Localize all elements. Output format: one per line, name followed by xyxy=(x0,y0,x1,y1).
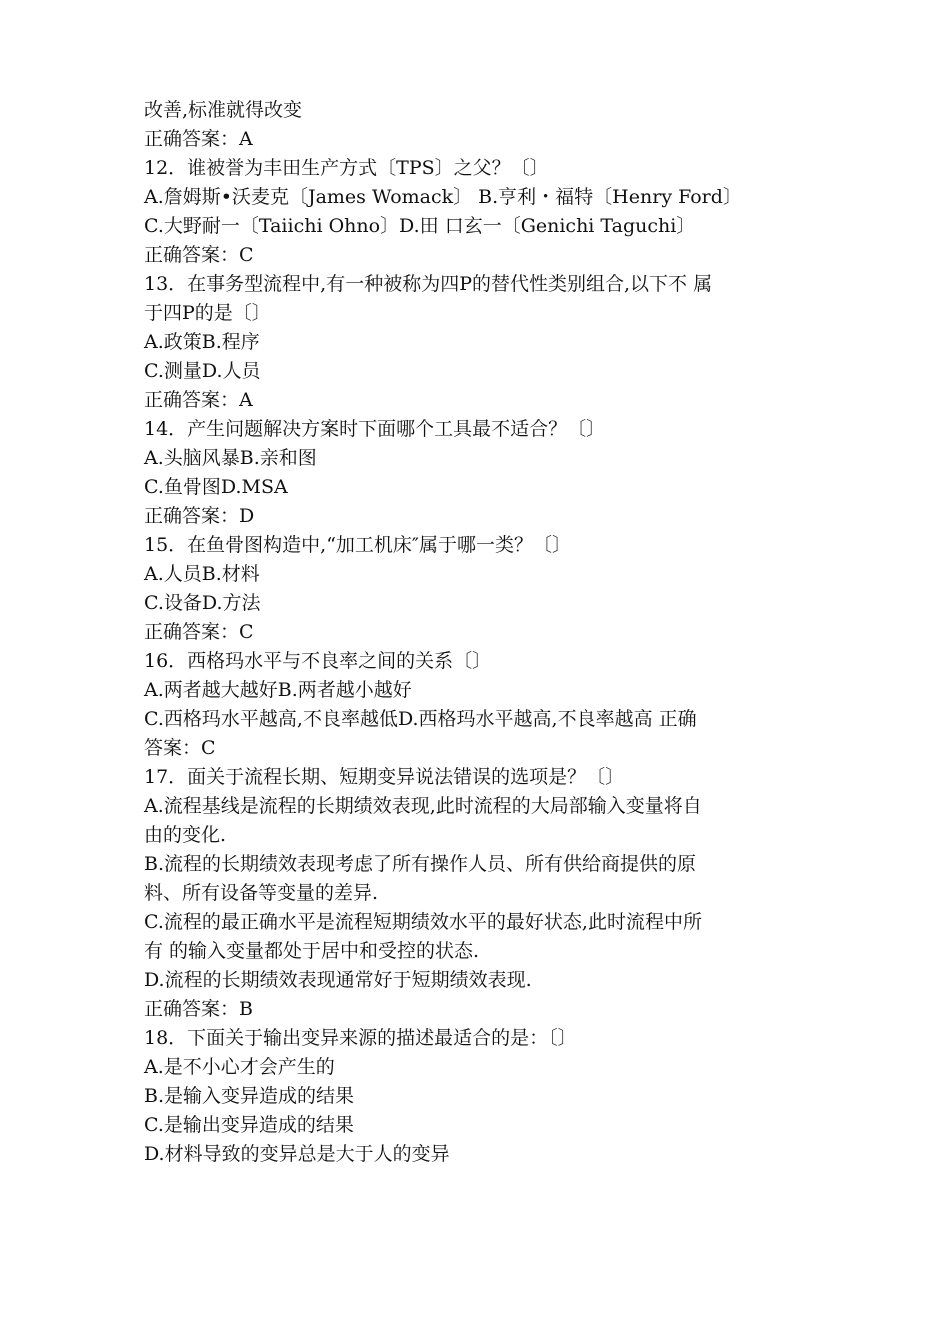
question-14-options-ab: A.头脑风暴B.亲和图 xyxy=(144,447,317,469)
answer-line: 正确答案：C xyxy=(144,621,254,643)
question-12-options-ab: A.詹姆斯•沃麦克〔James Womack〕 B.亨利・福特〔Henry Ford〕 xyxy=(144,186,742,208)
question-15-options-ab: A.人员B.材料 xyxy=(144,563,260,585)
question-12-options-cd: C.大野耐一〔Taiichi Ohno〕D.田 口玄一〔Genichi Taguchi〕 xyxy=(144,215,696,237)
question-16: 16．西格玛水平与不良率之间的关系〔〕 xyxy=(144,650,492,672)
question-18-option-c: C.是输出变异造成的结果 xyxy=(144,1114,354,1136)
question-13: 13．在事务型流程中,有一种被称为四P的替代性类别组合,以下不 属 xyxy=(144,273,713,295)
question-13-options-ab: A.政策B.程序 xyxy=(144,331,260,353)
question-17-option-b: B.流程的长期绩效表现考虑了所有操作人员、所有供给商提供的原 xyxy=(144,853,697,875)
question-16-options-ab: A.两者越大越好B.两者越小越好 xyxy=(144,679,412,701)
question-13-cont: 于四P的是〔〕 xyxy=(144,302,271,324)
question-17-option-c: C.流程的最正确水平是流程短期绩效水平的最好状态,此时流程中所 xyxy=(144,911,702,933)
question-14: 14．产生问题解决方案时下面哪个工具最不适合？〔〕 xyxy=(144,418,606,440)
text-line: 改善,标准就得改变 xyxy=(144,99,303,121)
question-18-option-b: B.是输入变异造成的结果 xyxy=(144,1085,355,1107)
question-17-option-a-cont: 由的变化. xyxy=(144,824,227,846)
answer-line: 答案：C xyxy=(144,737,216,759)
question-12: 12．谁被誉为丰田生产方式〔TPS〕之父？〔〕 xyxy=(144,157,549,179)
question-13-options-cd: C.测量D.人员 xyxy=(144,360,261,382)
question-17: 17．面关于流程长期、短期变异说法错误的选项是？〔〕 xyxy=(144,766,625,788)
answer-line: 正确答案：C xyxy=(144,244,254,266)
question-18-option-d: D.材料导致的变异总是大于人的变异 xyxy=(144,1143,450,1165)
document-page xyxy=(144,96,824,1169)
question-18-option-a: A.是不小心才会产生的 xyxy=(144,1056,335,1078)
question-17-option-c-cont: 有 的输入变量都处于居中和受控的状态. xyxy=(144,940,480,962)
question-14-options-cd: C.鱼骨图D.MSA xyxy=(144,476,288,498)
answer-line: 正确答案：A xyxy=(144,128,253,150)
question-15: 15．在鱼骨图构造中,“加工机床″属于哪一类？〔〕 xyxy=(144,534,572,556)
question-15-options-cd: C.设备D.方法 xyxy=(144,592,261,614)
question-18: 18．下面关于输出变异来源的描述最适合的是：〔〕 xyxy=(144,1027,577,1049)
answer-line: 正确答案：A xyxy=(144,389,253,411)
question-17-option-d: D.流程的长期绩效表现通常好于短期绩效表现. xyxy=(144,969,532,991)
answer-line: 正确答案：D xyxy=(144,505,255,527)
answer-line: 正确答案：B xyxy=(144,998,253,1020)
question-17-option-b-cont: 料、所有设备等变量的差异. xyxy=(144,882,379,904)
question-16-options-cd: C.西格玛水平越高,不良率越低D.西格玛水平越高,不良率越高 正确 xyxy=(144,708,697,730)
question-17-option-a: A.流程基线是流程的长期绩效表现,此时流程的大局部输入变量将自 xyxy=(144,795,702,817)
